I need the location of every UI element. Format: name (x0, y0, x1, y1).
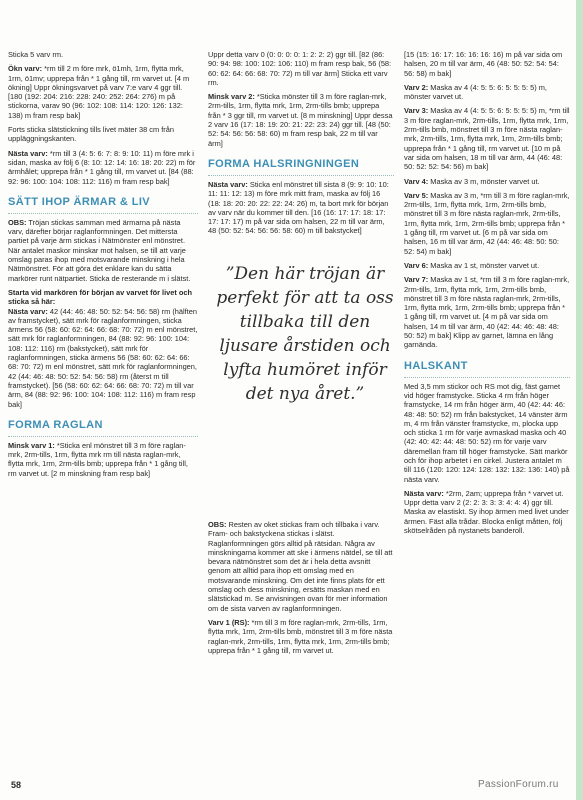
text: *rm till 3 m före raglan-mrk, 2rm-tills, 1rm, flytta mrk, 1rm, 2rm-tills bmb, mönstret till 3 m före nästa raglan-mrk, 2rm-tills, 1rm, flytta mrk, 1rm, 2rm-tills bmb; upprepa från * 1 gång till, rm varvet ut. (208, 617, 393, 655)
paragraph (208, 520, 394, 613)
side-strip (576, 0, 583, 800)
paragraph: Sticka 5 varv rm. (8, 50, 64, 59)
watermark: PassionForum.ru (478, 779, 559, 790)
paragraph: [15 (15: 16: 17: 16: 16: 16: 16) m på var sida om halsen, 20 m till var ärm, 46 (48: 50: 52: 54: 54: 56: 58) m bak] (404, 50, 563, 78)
text: *rm till 2 m före mrk, ö1mh, 1rm, flytta mrk, 1rm, ö1mv; upprepa från * 1 gång till, rm varvet ut. [4 m ökning] Uppr ökningsvarvet på varv 7:e varv 4 ggr till. [180 (192: 204: 216: 228: 240: 252: 264: 276) m på stickorna, varav 90 (96: 102: 108: 114: 120: 126: 132: 138) m fram resp bak] (8, 64, 190, 120)
paragraph (8, 307, 198, 409)
label: Varv 6: (404, 260, 429, 270)
text: 42 (44: 46: 48: 50: 52: 54: 56: 58) rm (hälften av framstycket), sätt mrk för raglanformningen, sticka ärmens 56 (58: 60: 62: 64: 66: 68: 70: 72) m enl mönstret, sätt mrk för raglanformningen, 84 (88: 92: 96: 100: 104: 108: 112: 116) rm (bakstycket), sätt mrk för raglanformningen, sticka ärmens 56 (58: 60: 62: 64: 66: 68: 70: 72) m enl mönstret, sätt mrk för raglanformningen, 42 (44: 46: 48: 50: 52: 54: 56: 58) rm (återst m till framstycket). [56 (58: 60: 62: 64: 66: 68: 70: 72) m till var ärm, 84 (88: 92: 96: 100: 104: 108: 112: 116) m fram resp bak] (8, 306, 198, 409)
section-heading: SÄTT IHOP ÄRMAR & LIV (8, 195, 151, 208)
section-heading: HALSKANT (404, 359, 468, 372)
paragraph (8, 149, 198, 186)
paragraph (404, 177, 570, 186)
column-2-lower (208, 520, 394, 660)
label: OBS: (208, 520, 227, 529)
paragraph (404, 275, 570, 349)
text: Resten av oket stickas fram och tillbaka i varv. Fram- och bakstyckena stickas i slätst. Raglanformningen görs alltid på rätsidan. Några av minskningarna kommer att ske i ärmens nätdel, se till att bevara nätmönstret som det är i hela detta avsnitt genom att alltid para ihop ett omslag med en motsvarande minskning. Om det inte finns plats för ett omslag och dess minskning, ersätts maskan med en slätstickad m. Se anvisningen ovan för mer information om de sista varven av raglanformningen. (208, 520, 393, 613)
text: *2rm, 2am; upprepa från * varvet ut. Uppr detta varv 2 (2: 2: 3: 3: 3: 4: 4: 4) ggr till. Maska av elastiskt. Sy ihop ärmen med livet under ärmen. Fäst alla trådar. Blocka enligt måtten, följ skötselråden på nystanets banderoll. (404, 488, 569, 536)
label: Varv 2: (404, 82, 429, 92)
text: Maska av 4 (4: 5: 5: 6: 5: 5: 5: 5) m, mönster varvet ut. (404, 82, 547, 102)
paragraph (8, 441, 198, 478)
divider (8, 213, 198, 214)
paragraph (208, 92, 394, 148)
label: Varv 4: (404, 176, 429, 186)
paragraph (208, 180, 394, 236)
label: Varv 5: (404, 190, 429, 200)
pull-quote: ”Den här tröjan är perfekt för att ta oss tillbaka till den ljusare årstiden och lyfta humöret inför det nya året.” (216, 264, 394, 404)
paragraph (404, 83, 570, 102)
label: Starta vid markören för början av varvet för livet och sticka så här: (8, 287, 193, 307)
column-1 (8, 50, 198, 483)
paragraph (208, 618, 394, 655)
paragraph (8, 64, 198, 120)
column-2 (208, 50, 394, 241)
label: OBS: (8, 217, 27, 227)
label: Varv 1 (RS): (208, 617, 250, 627)
page-number: 58 (11, 780, 22, 790)
paragraph: Forts sticka slätstickning tills livet mäter 38 cm från uppläggningskanten. (8, 125, 174, 144)
paragraph: Uppr detta varv 0 (0: 0: 0: 0: 1: 2: 2: 2) ggr till. [82 (86: 90: 94: 98: 100: 102: 106: 110) m fram resp bak, 56 (58: 60: 62: 64: 66: 68: 70: 72) m till var ärm] Sticka ett varv rm. (208, 50, 392, 87)
text: *rm till 3 (4: 5: 6: 7: 8: 9: 10: 11) m före mrk i sidan, maska av följ 6 (8: 10: 12: 14: 16: 18: 20: 22) m för ärmhålet; upprepa från * 1 gång till, rm varvet ut. [84 (88: 92: 96: 100: 104: 108: 112: 116) m fram resp bak] (8, 148, 196, 186)
label: Varv 3: (404, 106, 429, 116)
column-3 (404, 50, 570, 540)
paragraph (404, 191, 570, 256)
text: *Sticka mönster till 3 m före raglan-mrk, 2rm-tills, 1rm, flytta mrk, 1rm, 2rm-tills bmb; upprepa från * 3 ggr till, rm varvet ut. [8 m minskning] Uppr dessa 2 varv 16 (17: 18: 19: 20: 21: 22: 23: 24) ggr till. [48 (50: 52: 54: 56: 56: 58: 60) m fram resp bak, 22 m till var ärm] (208, 92, 393, 148)
section-heading: FORMA HALSRINGNINGEN (208, 157, 360, 170)
label: Nästa varv: (208, 179, 248, 189)
label: Minsk varv 1: (8, 440, 55, 450)
divider (8, 436, 198, 437)
divider (404, 377, 570, 378)
paragraph (8, 288, 198, 307)
paragraph (8, 218, 198, 283)
text: *Sticka enl mönstret till 3 m före raglan-mrk, 2rm-tills, 1rm, flytta mrk rm till nästa raglan-mrk, flytta mrk, 1rm, 2rm-tills bmb; upprepa från * 1 gång till, rm varvet ut. [2 m minskning fram resp bak] (8, 440, 188, 478)
paragraph (404, 106, 570, 171)
text: Tröjan stickas samman med ärmarna på nästa varv, därefter börjar raglanformningen. Det mittersta partiet på varje ärm stickas i Nätmönster enl mönstret. När antalet maskor minskar mot halsen, se till att varje omslag paras ihop med motsvarande minskning i hela Nätmönstret. För att göra det enklare kan du sätta markörer runt nätpartiet. Sticka de resterande m i slätst. (8, 217, 191, 283)
text: Maska av 3 m, *rm till 3 m före raglan-mrk, 2rm-tills, 1rm, flytta mrk, 1rm, 2rm-tills bmb, mönstret till 3 m före nästa raglan-mrk, 2rm-tills, 1rm, flytta mrk, 1rm, 2rm-tills bmb; upprepa från * 1 gång till, rm varvet ut. [6 m på var sida om halsen, 16 m till var ärm, 42 (44: 46: 48: 50: 50: 52: 54) m bak] (404, 190, 570, 256)
label: Varv 7: (404, 275, 429, 285)
label: Nästa varv: (8, 306, 48, 316)
section-heading: FORMA RAGLAN (8, 418, 103, 431)
label: Nästa varv: (8, 148, 48, 158)
divider (208, 175, 394, 176)
text: Sticka enl mönstret till sista 8 (9: 9: 10: 10: 11: 11: 12: 13) m före mrk mitt fram, maska av följ 16 (18: 18: 20: 20: 22: 22: 24: 26) m, ta bort mrk för början av varv när du kommer till den. [16 (16: 17: 17: 18: 17: 17: 17: 17) m på var sida om halsen, 22 m till var ärm, 48 (50: 52: 54: 56: 56: 58: 60) m till bakstycket] (208, 179, 389, 236)
label: Ökn varv: (8, 64, 43, 74)
text: Maska av 1 st, *rm till 3 m före raglan-mrk, 2rm-tills, 1rm, flytta mrk, 1rm, 2rm-tills bmb, mönstret till 3 m före nästa raglan-mrk, 2rm-tills, 1rm, flytta mrk, 1rm, 2rm-tills bmb; upprepa från * 1 gång till, rm varvet ut. [4 m på var sida om halsen, 14 m till var ärm, 40 (42: 44: 46: 48: 48: 50: 52) m bak] Klipp av garnet, lämna en lång garnända. (404, 275, 570, 350)
label: Nästa varv: (404, 488, 444, 498)
text: Maska av 3 m, mönster varvet ut. (428, 176, 540, 186)
text: Maska av 1 st, mönster varvet ut. (428, 260, 540, 270)
paragraph (404, 261, 570, 270)
paragraph: Med 3,5 mm stickor och RS mot dig, fäst garnet vid höger framstycke. Sticka 4 rm från höger framstycke, 14 rm från höger ärm, 40 (42: 44: 46: 48: 48: 50: 52) rm från bakstycket, 14 vänster ärm m, 4 rm från vänster framstycke, m, plocka upp och sticka 1 rm för varje avmaskad maska och 40 (42: 40: 42: 44: 48: 50: 52) rm för varje varv däremellan fram till höger framstycke. Sätt markör och för ihop arbetet i en cirkel. Justera antalet m till 116 (120: 120: 124: 128: 132: 132: 136: 140) på nästa varv. (404, 381, 570, 484)
text: Maska av 4 (4: 5: 5: 6: 5: 5: 5: 5) m, *rm till 3 m före raglan-mrk, 2rm-tills, 1rm, flytta mrk, 1rm, 2rm-tills bmb, mönstret till 3 m före nästa raglan-mrk, 2rm-tills, 1rm, flytta mrk, 1rm, 2rm-tills bmb; upprepa från * 1 gång till, rm varvet ut. [10 m på var sida om halsen, 18 m till var ärm, 44 (46: 48: 50: 52: 52: 54: 56) m bak] (404, 106, 570, 172)
label: Minsk varv 2: (208, 92, 255, 102)
paragraph (404, 489, 570, 535)
